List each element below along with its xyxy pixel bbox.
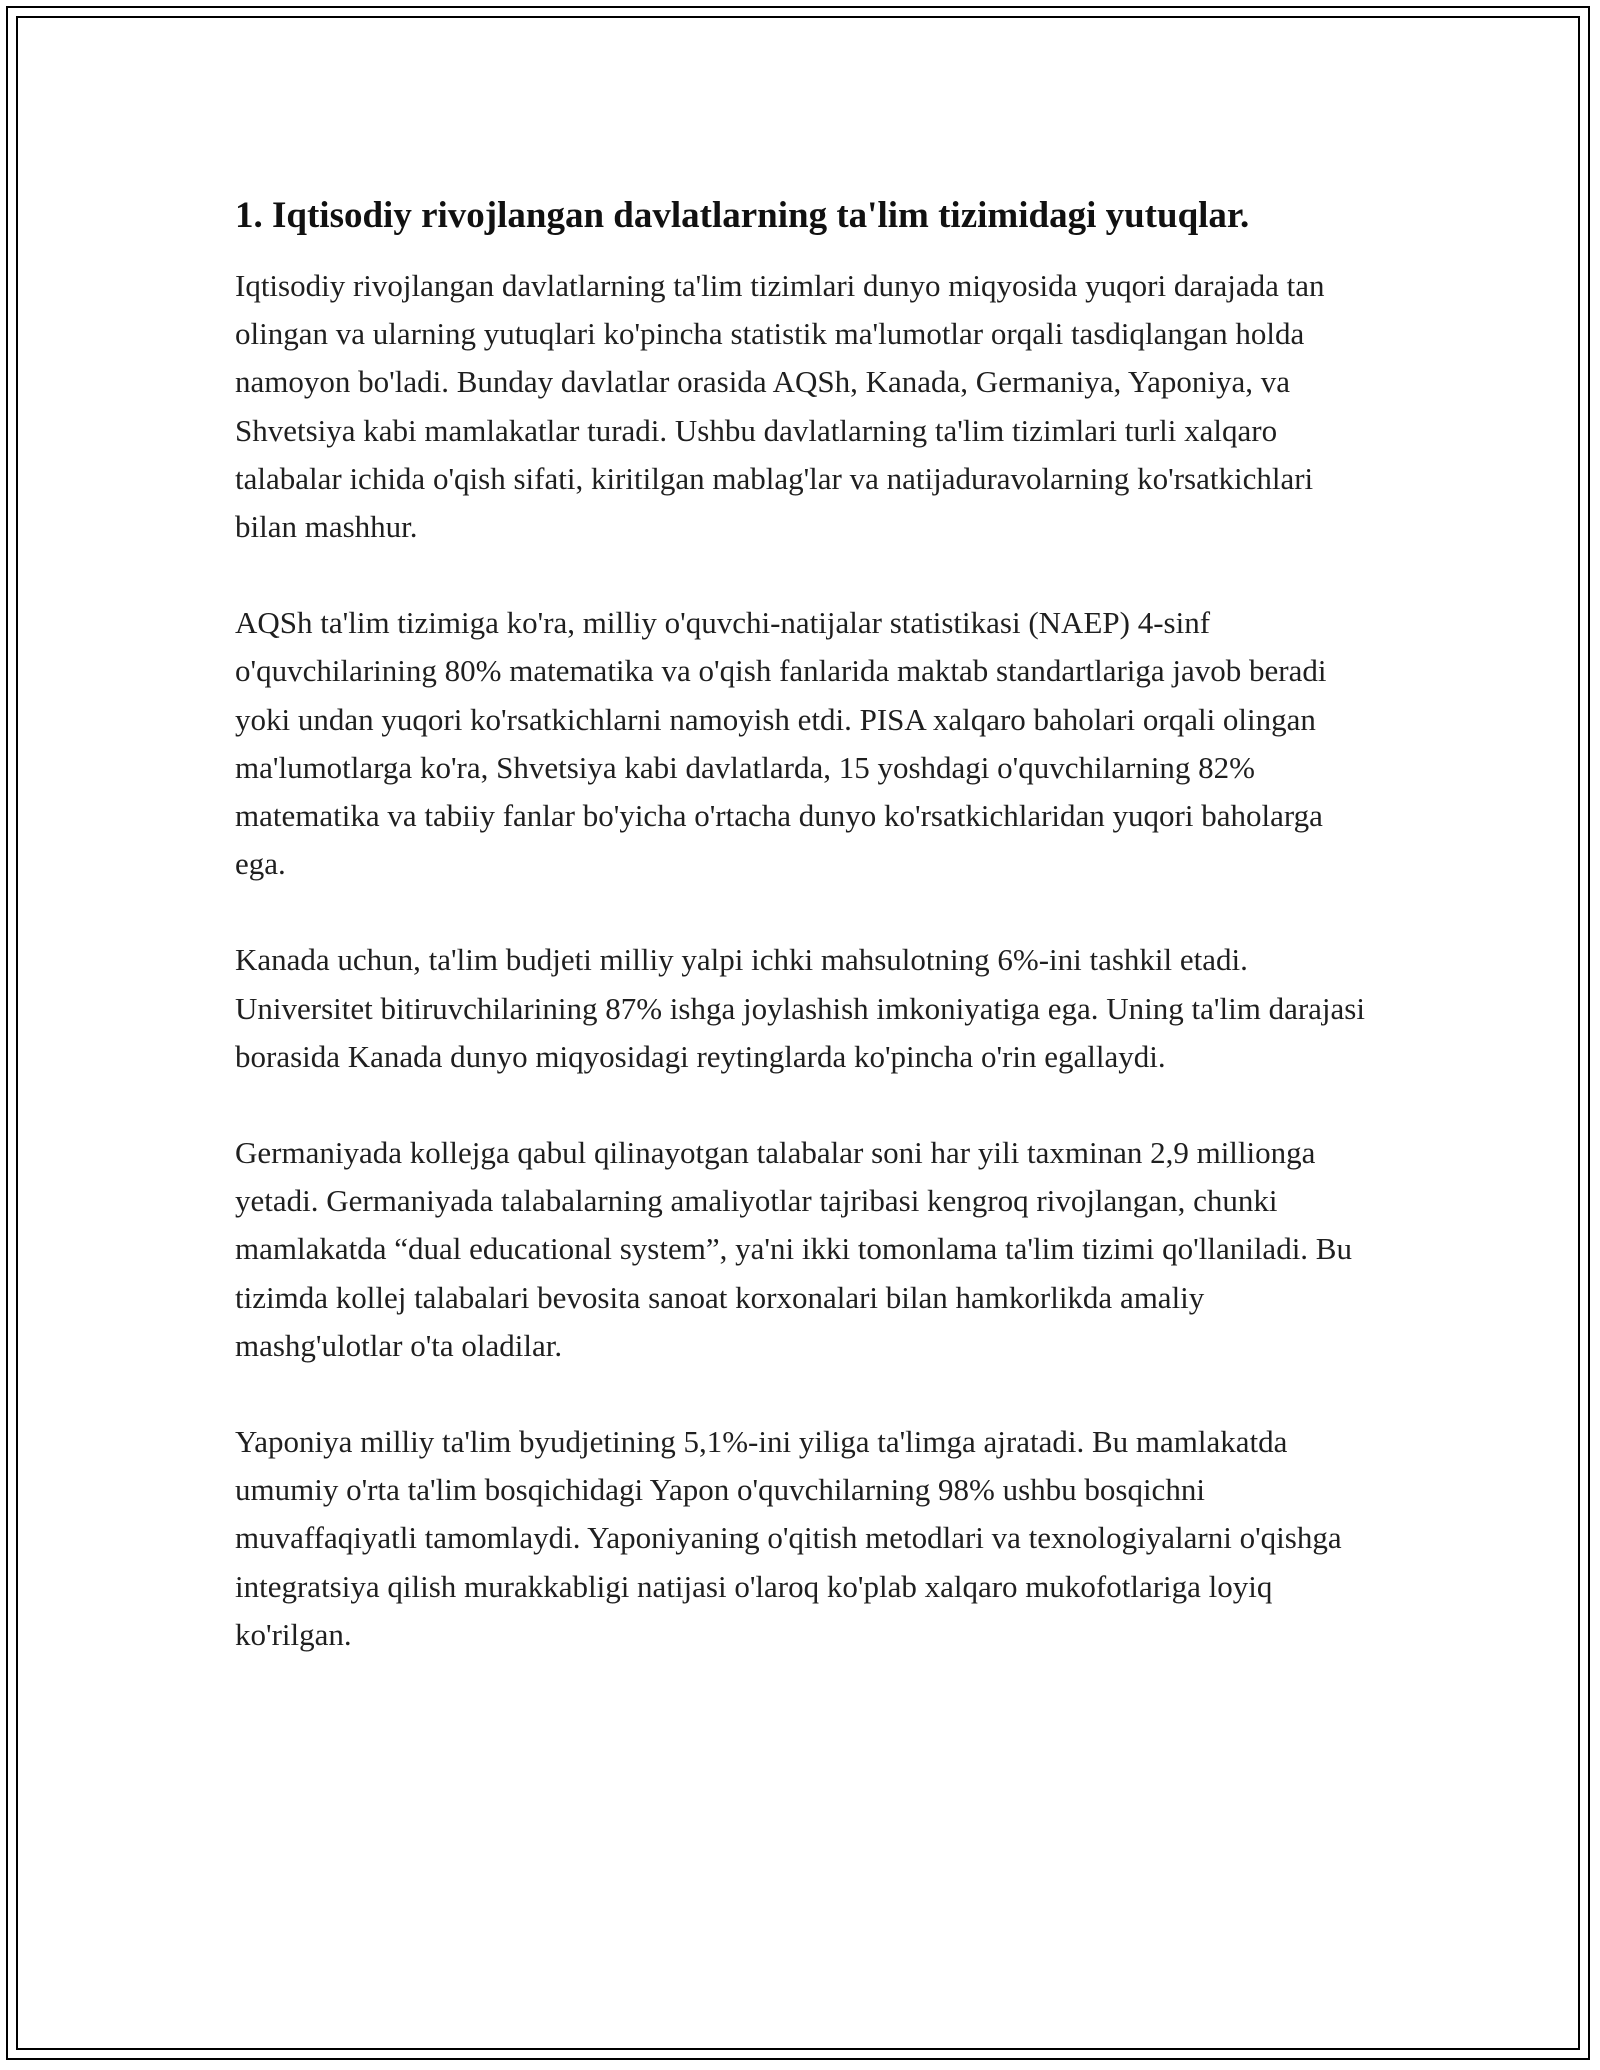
paragraph-japan: Yaponiya milliy ta'lim byudjetining 5,1%-ini yiliga ta'limga ajratadi. Bu mamlakatda umumiy o'rta ta'lim bosqichidagi Yapon o'quvchilarning 98% ushbu bosqichni muvaffaqiyatli tamomlaydi. Yaponiyaning o'qitish metodlari va texnologiyalarni o'qishga integratsiya qilish murakkabligi natijasi o'laroq ko'plab xalqaro mukofotlariga loyiq ko'rilgan.	[235, 1424, 1342, 1652]
paragraph-intro: Iqtisodiy rivojlangan davlatlarning ta'lim tizimlari dunyo miqyosida yuqori darajada tan olingan va ularning yutuqlari ko'pincha statistik ma'lumotlar orqali tasdiqlangan holda namoyon bo'ladi. Bunday davlatlar orasida AQSh, Kanada, Germaniya, Yaponiya, va Shvetsiya kabi mamlakatlar turadi. Ushbu davlatlarning ta'lim tizimlari turli xalqaro talabalar ichida o'qish sifati, kiritilgan mablag'lar va natijaduravolarning ko'rsatkichlari bilan mashhur.	[235, 268, 1325, 545]
paragraph-canada: Kanada uchun, ta'lim budjeti milliy yalpi ichki mahsulotning 6%-ini tashkil etadi. Universitet bitiruvchilarining 87% ishga joylashish imkoniyatiga ega. Uning ta'lim darajasi borasida Kanada dunyo miqyosidagi reytinglarda ko'pincha o'rin egallaydi.	[235, 942, 1365, 1074]
document-title: 1. Iqtisodiy rivojlangan davlatlarning ta'lim tizimidagi yutuqlar.	[235, 195, 1250, 236]
paragraph-usa: AQSh ta'lim tizimiga ko'ra, milliy o'quvchi-natijalar statistikasi (NAEP) 4-sinf o'quvchilarining 80% matematika va o'qish fanlarida maktab standartlariga javob beradi yoki undan yuqori ko'rsatkichlarni namoyish etdi. PISA xalqaro baholari orqali olingan ma'lumotlarga ko'ra, Shvetsiya kabi davlatlarda, 15 yoshdagi o'quvchilarning 82% matematika va tabiiy fanlar bo'yicha o'rtacha dunyo ko'rsatkichlaridan yuqori baholarga ega.	[235, 605, 1327, 882]
document-body	[235, 188, 1365, 1707]
paragraph-germany: Germaniyada kollejga qabul qilinayotgan talabalar soni har yili taxminan 2,9 millionga yetadi. Germaniyada talabalarning amaliyotlar tajribasi kengroq rivojlangan, chunki mamlakatda “dual educational system”, ya'ni ikki tomonlama ta'lim tizimi qo'llaniladi. Bu tizimda kollej talabalari bevosita sanoat korxonalari bilan hamkorlikda amaliy mashg'ulotlar o'ta oladilar.	[235, 1135, 1352, 1363]
